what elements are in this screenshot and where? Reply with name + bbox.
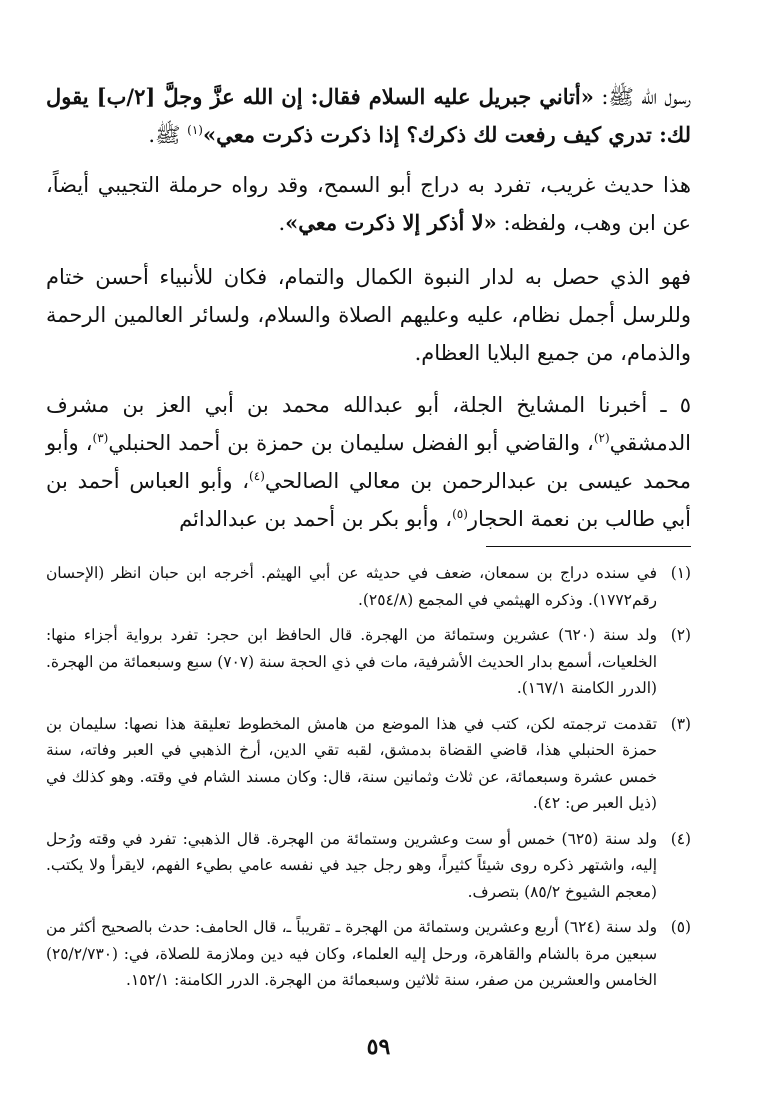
footnote-text: في سنده دراج بن سمعان، ضعف في حديثه عن أبي الهيثم. أخرجه ابن حبان انظر (الإحسان رقم١٧٧٢). وذكره الهيثمي في المجمع (٢٥٤/٨). (46, 564, 657, 609)
text-run: ٥ ـ أخبرنا المشايخ الجلة، أبو عبدالله محمد بن أبي العز بن مشرف الدمشقي (46, 393, 692, 455)
footnote-number: (٢) (670, 626, 691, 644)
footnote-text: ولد سنة (٦٢٥) خمس أو ست وعشرين وستمائة من الهجرة. قال الذهبي: تفرد في وقته ورُحل إليه، واشتهر ذكره روى شيئاً كثيراً، وهو رجل جيد في نفسه عامي بطيء الفهم، لايقرأ ولا يكتب. (معجم الشيوخ ٨٥/٢) بتصرف. (46, 829, 658, 901)
text-run: ، وأبو محمد عيسى بن عبدالرحمن بن معالي الصالحي (46, 431, 691, 493)
footnote-number: (٤) (670, 829, 691, 848)
footnote-ref-3[interactable]: (٣) (92, 431, 109, 445)
footnote-ref-4[interactable]: (٤) (249, 469, 265, 483)
paragraph-isnad (46, 386, 691, 538)
text-run: هذا حديث غريب، تفرد به دراج أبو السمح، وقد رواه حرملة التجيبي أيضاً، عن ابن وهب، ولفظه: (46, 173, 691, 235)
page-number: ٥٩ (366, 1034, 391, 1060)
footnote-2 (46, 622, 691, 702)
paragraph-hadith (46, 78, 691, 154)
footnote-text: ولد سنة (٦٢٤) أربع وعشرين وستمائة من الهجرة ـ تقريباً ـ، قال الحامف: حدث بالصحيح أكثر من سبعين مرة بالشام والقاهرة، ورحل إليه العلماء، وكان فيه دين وملازمة للصلاة، في: (٢٥/٢/٧٣٠) الخامس والعشرين من صفر، سنة ثلاثين وسبعمائة من الهجرة. الدرر الكامنة: ١٥٢/١. (46, 918, 658, 989)
footnote-3 (46, 711, 691, 817)
text-run: رسول الله ﷺ: (593, 85, 692, 109)
text-run: ، والقاضي أبو الفضل سليمان بن حمزة بن أحمد الحنبلي (108, 431, 594, 455)
footnote-5 (46, 914, 691, 994)
footnote-text: ولد سنة (٦٢٠) عشرين وستمائة من الهجرة. قال الحافظ ابن حجر: تفرد برواية أجزاء منها: الخلعيات، أسمع بدار الحديث الأشرفية، مات في ذي الحجة سنة (٧٠٧) سبع وسبعمائة من الهجرة. (الدرر الكامنة ١٦٧/١). (46, 626, 657, 697)
text-run: ، وأبو العباس أحمد بن أبي طالب بن نعمة الحجار (46, 469, 691, 531)
hadith-quote: «أتاني جبريل عليه السلام فقال: إن الله عزَّ وجلَّ [٢/ب] يقول لك: تدري كيف رفعت لك ذكرك؟ إذا ذكرت ذكرت معي» (46, 84, 691, 147)
paragraph-prophethood: فهو الذي حصل به لدار النبوة الكمال والتمام، فكان للأنبياء أحسن ختام وللرسل أجمل نظام، عليه وعليهم الصلاة والسلام، ولسائر العالمين الرحمة والذمام، من جميع البلايا العظام. (46, 265, 691, 365)
footnote-ref-5[interactable]: (٥) (452, 507, 468, 521)
footnote-ref-2[interactable]: (٢) (593, 431, 610, 445)
footnotes (46, 560, 691, 1003)
text-run: ، وأبو بكر بن أحمد بن عبدالدائم (179, 507, 453, 531)
paragraph-commentary (46, 166, 691, 242)
footnote-ref-1[interactable]: (١) (187, 123, 203, 137)
footnote-4 (46, 826, 691, 906)
hadith-wording: «لا أذكر إلا ذكرت معي» (285, 210, 497, 235)
footnote-text: تقدمت ترجمته لكن، كتب في هذا الموضع من هامش المخطوط تعليقة هذا نصها: سليمان بن حمزة الحنبلي هذا، قاضي القضاة بدمشق، لقبه تقي الدين، أرخ الذهبي في العبر وفاته، سنة خمس عشرة وسبعمائة، عن ثلاث وثمانين سنة، قال: وكان مسند الشام في وقته. وهو كذلك في (ذيل العبر ص: ٤٢). (46, 714, 657, 812)
footnote-1 (46, 560, 691, 613)
footnote-number: (٥) (670, 918, 691, 936)
text-run: . (278, 211, 286, 235)
footnote-number: (١) (670, 564, 691, 582)
footnote-divider (486, 546, 691, 547)
footnote-number: (٣) (670, 714, 691, 733)
text-run: ﷺ. (148, 123, 188, 147)
